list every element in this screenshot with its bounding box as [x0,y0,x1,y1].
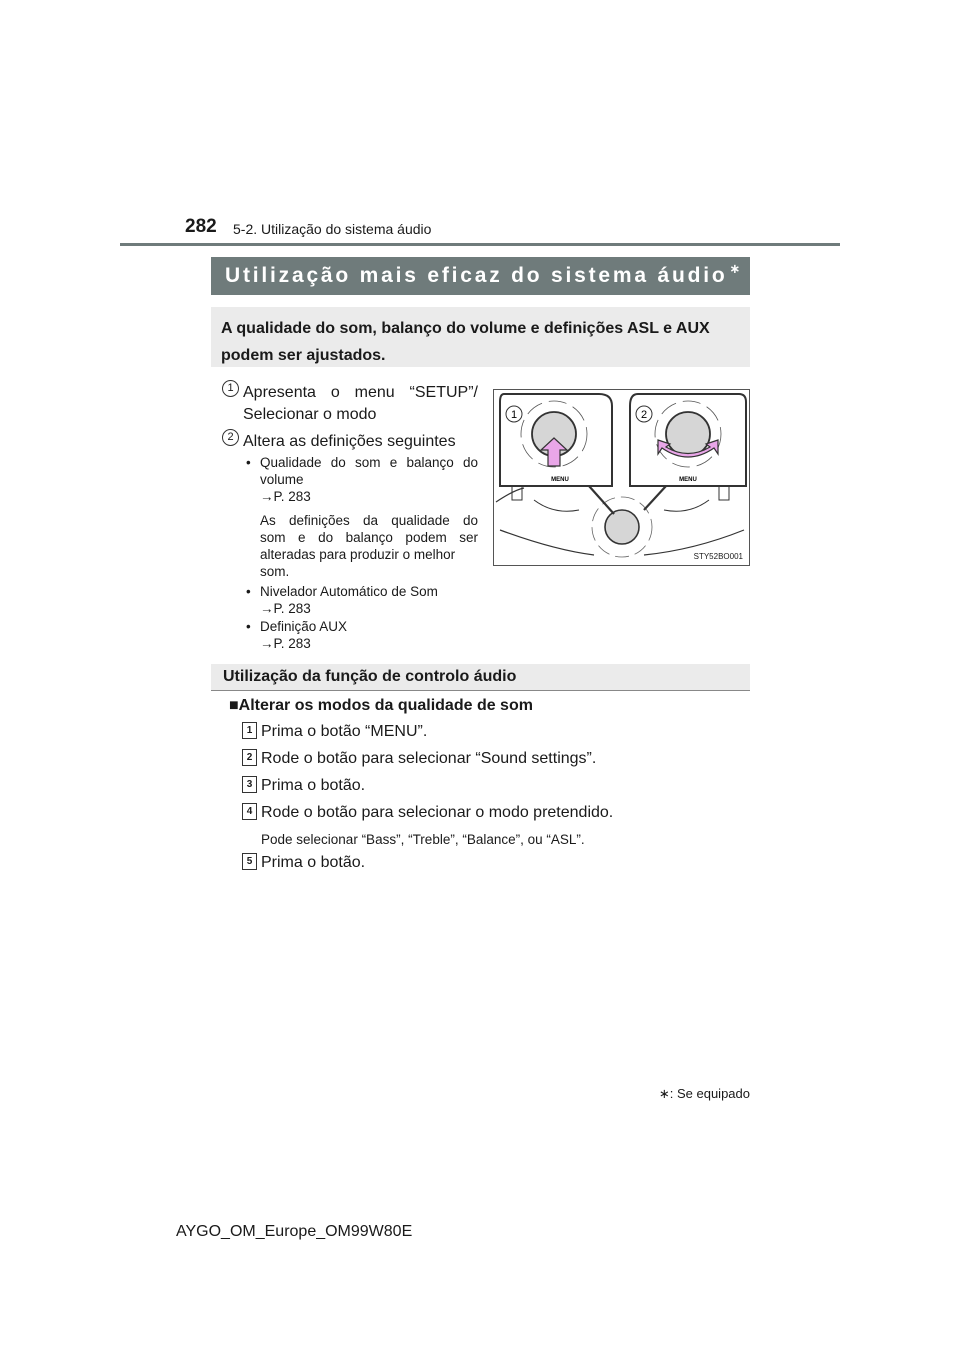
sub-1-line1: Qualidade do som e balanço do [260,455,478,470]
section-title-bar [211,257,750,295]
asterisk-icon: ∗ [729,261,741,276]
procedure-heading: ■Alterar os modos da qualidade de som [229,697,533,714]
callout-1-line1: Apresenta o menu “SETUP”/ [243,384,478,401]
callout-number-2: 2 [222,429,239,446]
sub-1-desc-4: som. [260,564,290,579]
vent-icon [719,486,729,500]
dash-line [534,500,579,511]
section-title: Utilização mais eficaz do sistema áudio ∗ [225,261,741,287]
step-1-text: Prima o botão “MENU”. [261,723,428,740]
step-5-text: Prima o botão. [261,854,366,871]
pointer-line [644,486,666,510]
callout-1-line2: Selecionar o modo [243,406,377,423]
bullet-2: • [246,584,251,599]
step-2-text: Rode o botão para selecionar “Sound settings”. [261,750,597,767]
audio-knob-drawing [494,390,749,565]
page-number: 282 [185,216,217,237]
sub-1-desc-2: som e do balanço podem ser [260,530,478,545]
step-number-4: 4 [242,803,257,820]
intro-box [211,307,750,367]
figure-label-2: 2 [640,409,648,421]
menu-label-1: MENU [551,477,569,483]
callout-number-1: 1 [222,380,239,397]
intro-text: A qualidade do som, balanço do volume e definições ASL e AUX podem ser ajustados. [221,320,710,364]
sub-2-text: Nivelador Automático de Som [260,584,438,599]
step-4-text: Rode o botão para selecionar o modo pretendido. [261,804,614,821]
sub-1-desc-3: alteradas para produzir o melhor [260,547,456,562]
bullet-1: • [246,455,251,470]
sub-1-ref: →P. 283 [260,489,311,504]
step-number-3: 3 [242,776,257,793]
subsection-title: Utilização da função de controlo áudio [223,668,517,685]
dash-line [664,500,709,511]
figure-code: STY52BO001 [693,552,743,561]
knob-icon [605,510,639,544]
sub-3-ref: →P. 283 [260,636,311,651]
footnote: ∗: Se equipado [658,1086,750,1101]
section-reference: 5-2. Utilização do sistema áudio [233,221,432,237]
callout-2-text: Altera as definições seguintes [243,433,456,450]
step-3-text: Prima o botão. [261,777,366,794]
bullet-3: • [246,619,251,634]
sub-1-line2: volume [260,472,304,487]
menu-label-2: MENU [679,477,697,483]
step-number-1: 1 [242,722,257,739]
sub-1-desc-1: As definições da qualidade do [260,513,478,528]
sub-3-text: Definição AUX [260,619,348,634]
header-rule [120,243,840,246]
sub-2-ref: →P. 283 [260,601,311,616]
figure-label-1: 1 [510,409,518,421]
step-number-5: 5 [242,853,257,870]
pointer-line [589,486,614,514]
vent-icon [512,486,522,500]
knob-icon [666,412,710,456]
subsection-bar [211,664,750,691]
dash-line [500,530,594,555]
step-number-2: 2 [242,749,257,766]
document-code: AYGO_OM_Europe_OM99W80E [176,1223,413,1240]
audio-control-illustration [493,389,750,566]
step-4-note: Pode selecionar “Bass”, “Treble”, “Balance”, ou “ASL”. [261,832,585,847]
